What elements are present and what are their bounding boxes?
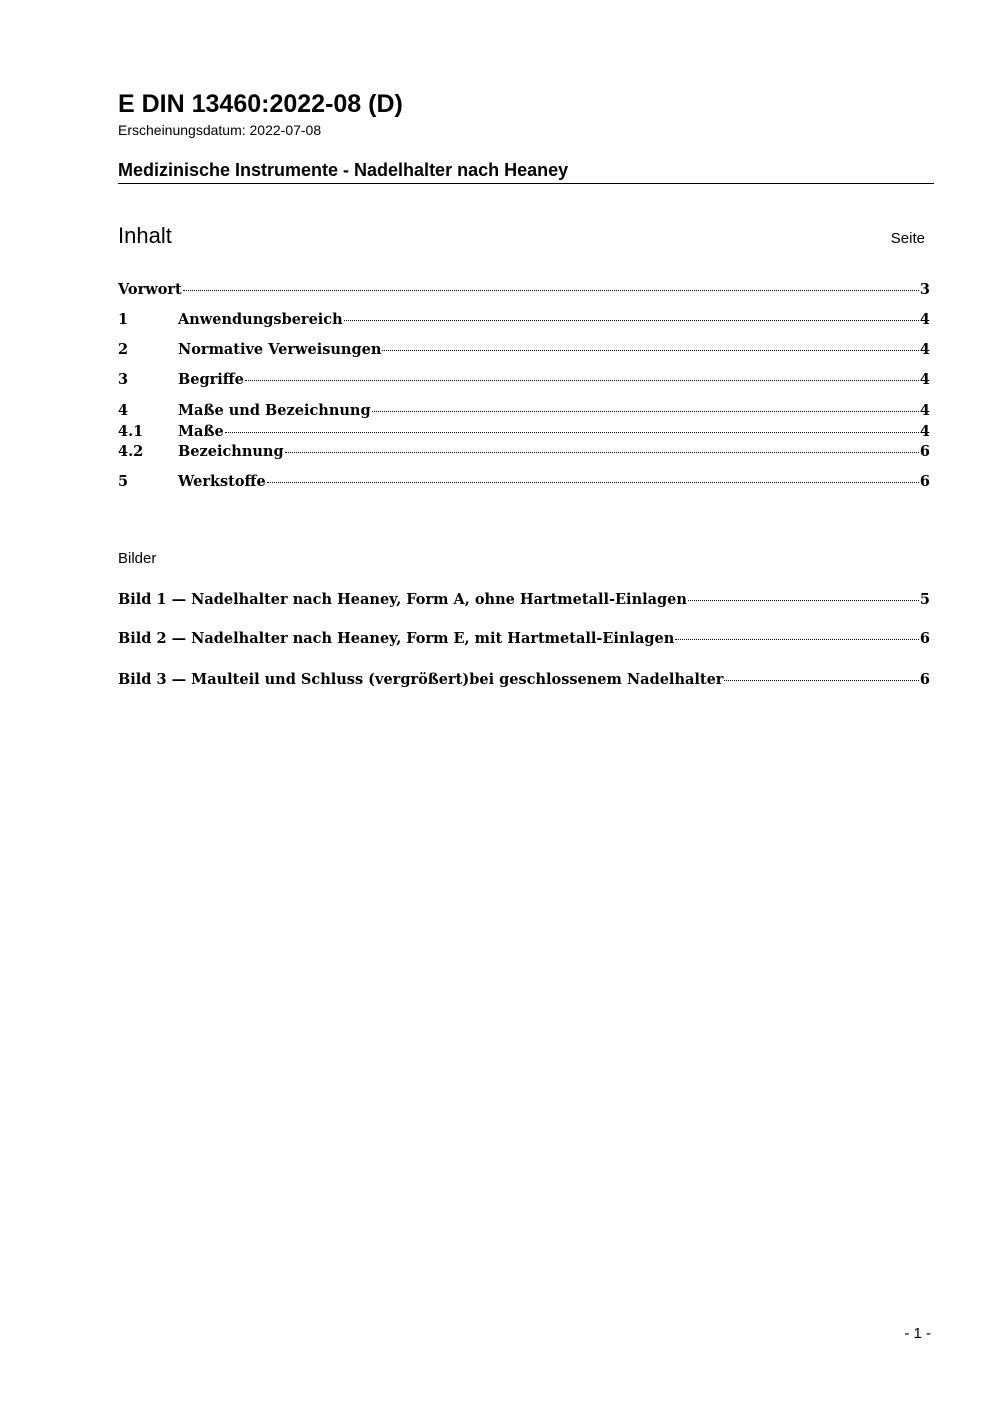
toc-entry-number: 4.1 xyxy=(118,423,144,440)
document-number: E DIN 13460:2022-08 (D) xyxy=(118,90,403,118)
toc-entry-text: Maße xyxy=(178,423,224,440)
toc-entry-number: 4 xyxy=(118,402,129,419)
figure-entry-text: Bild 2 — Nadelhalter nach Heaney, Form E, mit Hartmetall-Einlagen xyxy=(118,630,675,647)
toc-dot-leader xyxy=(382,350,919,351)
toc-entry-2[interactable] xyxy=(118,340,930,360)
toc-entry-number: 2 xyxy=(118,341,129,358)
toc-entry-page: 4 xyxy=(919,341,930,358)
toc-page-column-label: Seite xyxy=(890,230,925,247)
toc-entry-page: 6 xyxy=(919,473,930,490)
page-number: - 1 - xyxy=(904,1325,931,1342)
figure-entry-text: Bild 1 — Nadelhalter nach Heaney, Form A, ohne Hartmetall-Einlagen xyxy=(118,591,687,608)
toc-entry-text: Maße und Bezeichnung xyxy=(178,402,371,419)
toc-dot-leader xyxy=(724,680,918,681)
toc-entry-page: 4 xyxy=(919,423,930,440)
toc-entry-page: 4 xyxy=(919,371,930,388)
figure-entry-3[interactable] xyxy=(118,670,930,690)
toc-dot-leader xyxy=(245,380,919,381)
figure-entry-page: 5 xyxy=(919,591,930,608)
figure-entry-1[interactable] xyxy=(118,590,930,610)
toc-entry-number: 5 xyxy=(118,473,129,490)
publication-date: Erscheinungsdatum: 2022-07-08 xyxy=(118,122,322,138)
toc-dot-leader xyxy=(344,320,919,321)
figure-entry-page: 6 xyxy=(919,630,930,647)
toc-entry-5[interactable] xyxy=(118,472,930,492)
toc-entry-3[interactable] xyxy=(118,370,930,390)
toc-entry-vorwort[interactable] xyxy=(118,280,930,300)
toc-dot-leader xyxy=(285,452,919,453)
toc-entry-text: Vorwort xyxy=(118,281,182,298)
figure-entry-page: 6 xyxy=(919,671,930,688)
toc-entry-text: Anwendungsbereich xyxy=(178,311,343,328)
toc-entry-4-2[interactable] xyxy=(118,442,930,462)
toc-entry-number: 4.2 xyxy=(118,443,144,460)
toc-dot-leader xyxy=(372,411,919,412)
toc-heading: Inhalt xyxy=(118,223,172,248)
toc-entry-page: 6 xyxy=(919,443,930,460)
toc-entry-1[interactable] xyxy=(118,310,930,330)
document-title: Medizinische Instrumente - Nadelhalter nach Heaney xyxy=(118,160,569,180)
figures-heading: Bilder xyxy=(118,550,157,567)
toc-entry-page: 3 xyxy=(919,281,930,298)
toc-entry-text: Werkstoffe xyxy=(178,473,266,490)
toc-dot-leader xyxy=(225,432,919,433)
toc-entry-text: Normative Verweisungen xyxy=(178,341,382,358)
toc-dot-leader xyxy=(675,639,919,640)
title-divider xyxy=(118,183,934,184)
toc-entry-page: 4 xyxy=(919,402,930,419)
toc-dot-leader xyxy=(267,482,919,483)
figure-entry-2[interactable] xyxy=(118,629,930,649)
figure-entry-text: Bild 3 — Maulteil und Schluss (vergrößert)bei geschlossenem Nadelhalter xyxy=(118,671,724,688)
toc-entry-4-1[interactable] xyxy=(118,422,930,442)
toc-dot-leader xyxy=(688,600,919,601)
toc-entry-text: Bezeichnung xyxy=(178,443,284,460)
toc-entry-number: 1 xyxy=(118,311,129,328)
toc-entry-text: Begriffe xyxy=(178,371,244,388)
toc-entry-page: 4 xyxy=(919,311,930,328)
toc-entry-4[interactable] xyxy=(118,401,930,421)
toc-dot-leader xyxy=(183,290,919,291)
toc-entry-number: 3 xyxy=(118,371,129,388)
